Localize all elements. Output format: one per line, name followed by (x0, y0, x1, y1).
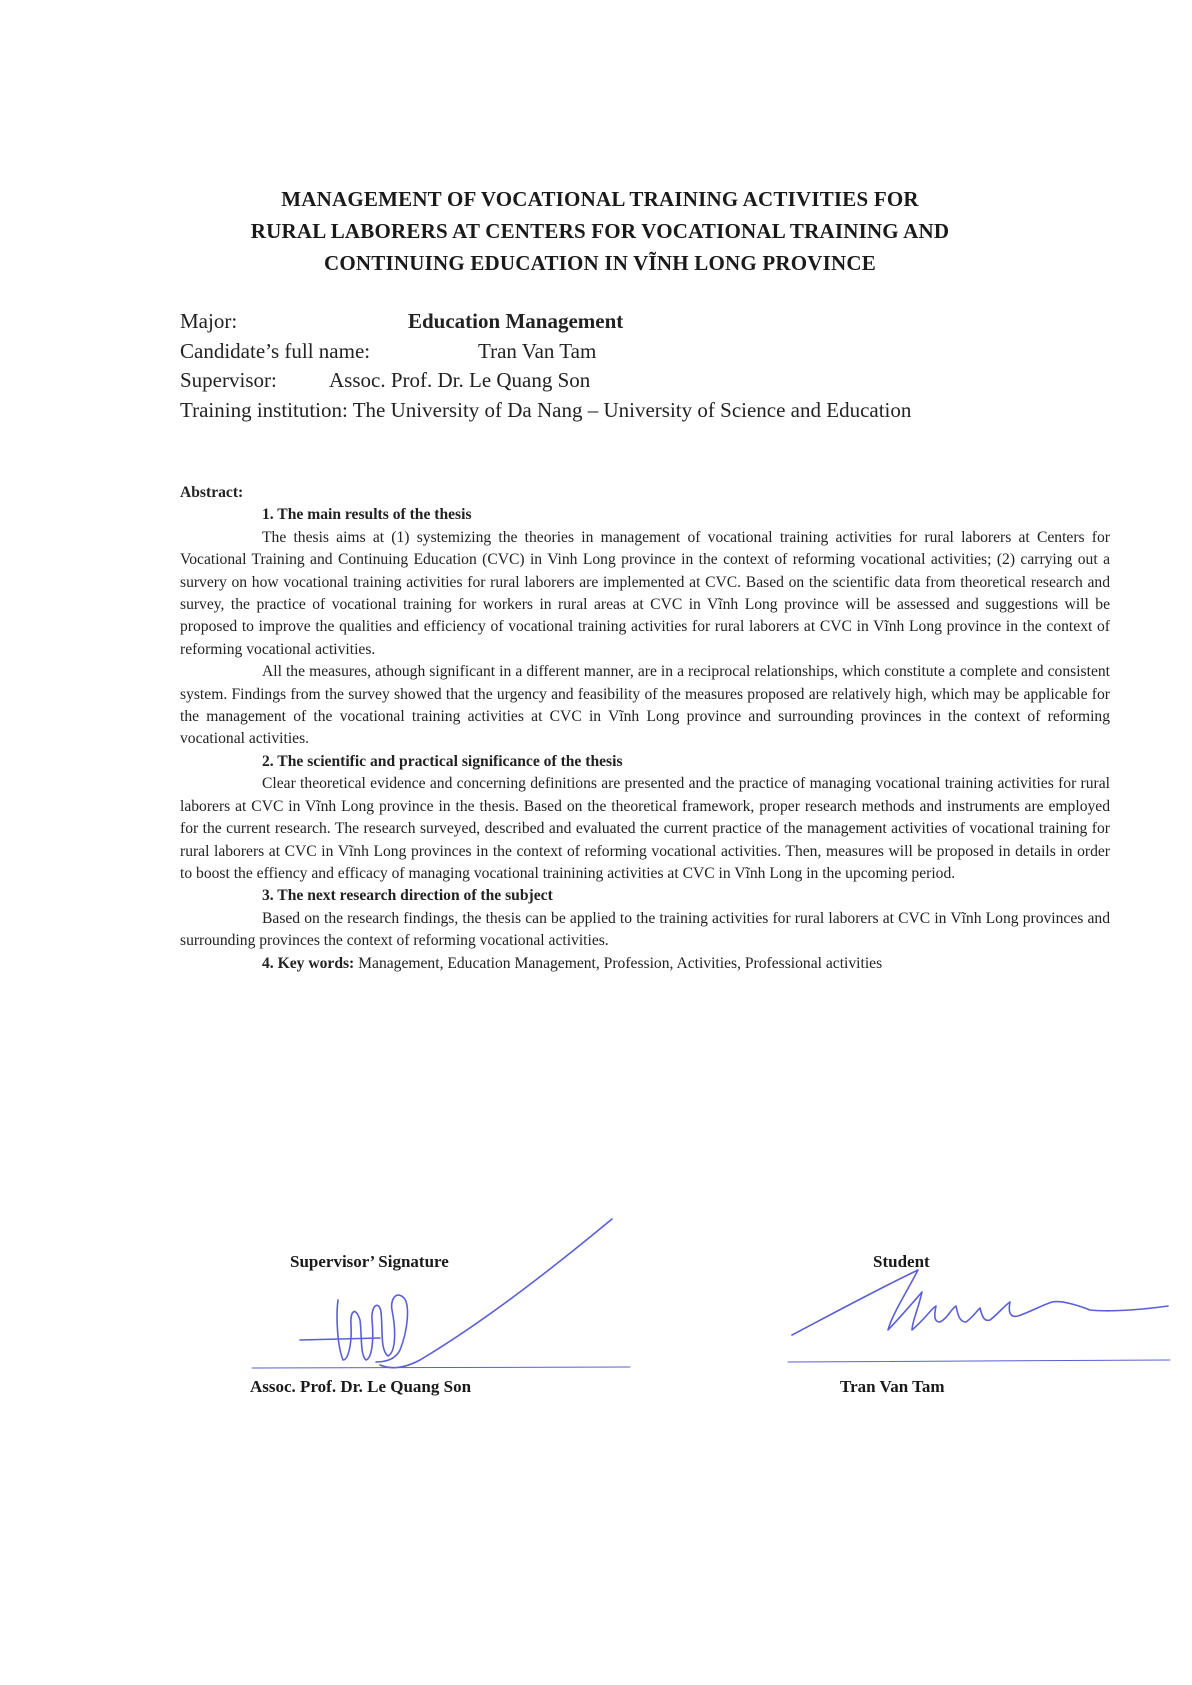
candidate-row (180, 337, 1120, 367)
supervisor-signature-glyph (300, 1295, 407, 1362)
title-line-2: RURAL LABORERS AT CENTERS FOR VOCATIONAL TRAINING AND (250, 219, 950, 243)
abstract (180, 482, 1110, 975)
section-1-paragraph-1: The thesis aims at (1) systemizing the theories in management of vocational training activities for rural laborers at Centers for Vocational Training and Continuing Education (CVC) in Vinh Long province in the context of reforming vocational activities; (2) carrying out a survery on how vocational training activities for rural laborers are implemented at CVC. Based on the scientific data from theoretical research and survey, the practice of vocational training for workers in rural areas at CVC in Vĩnh Long province will be assessed and suggestions will be proposed to improve the qualities and efficiency of vocational training activities for rural laborers at CVC in Vĩnh Long province in the context of reforming vocational activities. (180, 528, 1110, 658)
keywords-label: 4. Key words: (262, 954, 355, 972)
thesis-title (150, 183, 1050, 279)
supervisor-label: Supervisor: (180, 368, 277, 392)
supervisor-signature-name: Assoc. Prof. Dr. Le Quang Son (250, 1377, 472, 1396)
institution-value: The University of Da Nang – University of Science and Education (352, 397, 912, 422)
title-line-1: MANAGEMENT OF VOCATIONAL TRAINING ACTIVITIES FOR (281, 187, 919, 211)
title-line-3: CONTINUING EDUCATION IN VĨNH LONG PROVINCE (324, 251, 876, 275)
student-signature-name: Tran Van Tam (840, 1377, 945, 1396)
section-3-paragraph-1: Based on the research findings, the thesis can be applied to the training activities for rural laborers at CVC in Vĩnh Long provinces and surrounding provinces the context of reforming vocational activities. (180, 909, 1110, 950)
institution-label: Training institution: (180, 397, 348, 422)
candidate-label: Candidate’s full name: (180, 338, 371, 363)
section-3-heading: 3. The next research direction of the subject (262, 887, 553, 905)
supervisor-signature-line (252, 1367, 630, 1368)
thesis-metadata (180, 307, 1120, 425)
student-signature-title: Student (873, 1252, 930, 1271)
keywords-value: Management, Education Management, Profession, Activities, Professional activities (354, 954, 883, 972)
section-2-paragraph-1: Clear theoretical evidence and concerning definitions are presented and the practice of managing vocational training activities for rural laborers at CVC in Vĩnh Long province in the thesis. Based on the theoretical framework, proper research methods and instruments are employed for the current research. The research surveyed, described and evaluated the current practice of the management activities of vocational training for rural laborers at CVC in Vĩnh Long provinces in the context of reforming vocational activities. Then, measures will be proposed in details in order to boost the effiency and efficacy of managing vocational trainining activities at CVC in Vĩnh Long in the upcoming period. (180, 775, 1110, 882)
keywords-paragraph (180, 953, 1110, 975)
institution-row (180, 396, 1120, 426)
major-value: Education Management (408, 309, 624, 333)
major-row (180, 307, 1120, 337)
section-2-heading: 2. The scientific and practical significance of the thesis (262, 752, 623, 770)
supervisor-signature-title: Supervisor’ Signature (290, 1252, 449, 1271)
abstract-label: Abstract: (180, 484, 244, 501)
candidate-value: Tran Van Tam (478, 338, 597, 363)
student-signature-line (788, 1360, 1170, 1362)
supervisor-signature-stroke (380, 1219, 612, 1368)
major-label: Major: (180, 309, 238, 333)
supervisor-row (180, 366, 1120, 396)
section-1-paragraph-2: All the measures, athough significant in a different manner, are in a reciprocal relationships, which constitute a complete and consistent system. Findings from the survey showed that the urgency and feasibility of the measures proposed are relatively high, which may be applicable for the management of the vocational training activities at CVC in Vĩnh Long province and surrounding provinces in the context of reforming vocational activities. (180, 663, 1110, 748)
supervisor-value: Assoc. Prof. Dr. Le Quang Son (329, 368, 591, 392)
student-signature-stroke (792, 1270, 1168, 1335)
section-1-heading: 1. The main results of the thesis (262, 506, 472, 524)
